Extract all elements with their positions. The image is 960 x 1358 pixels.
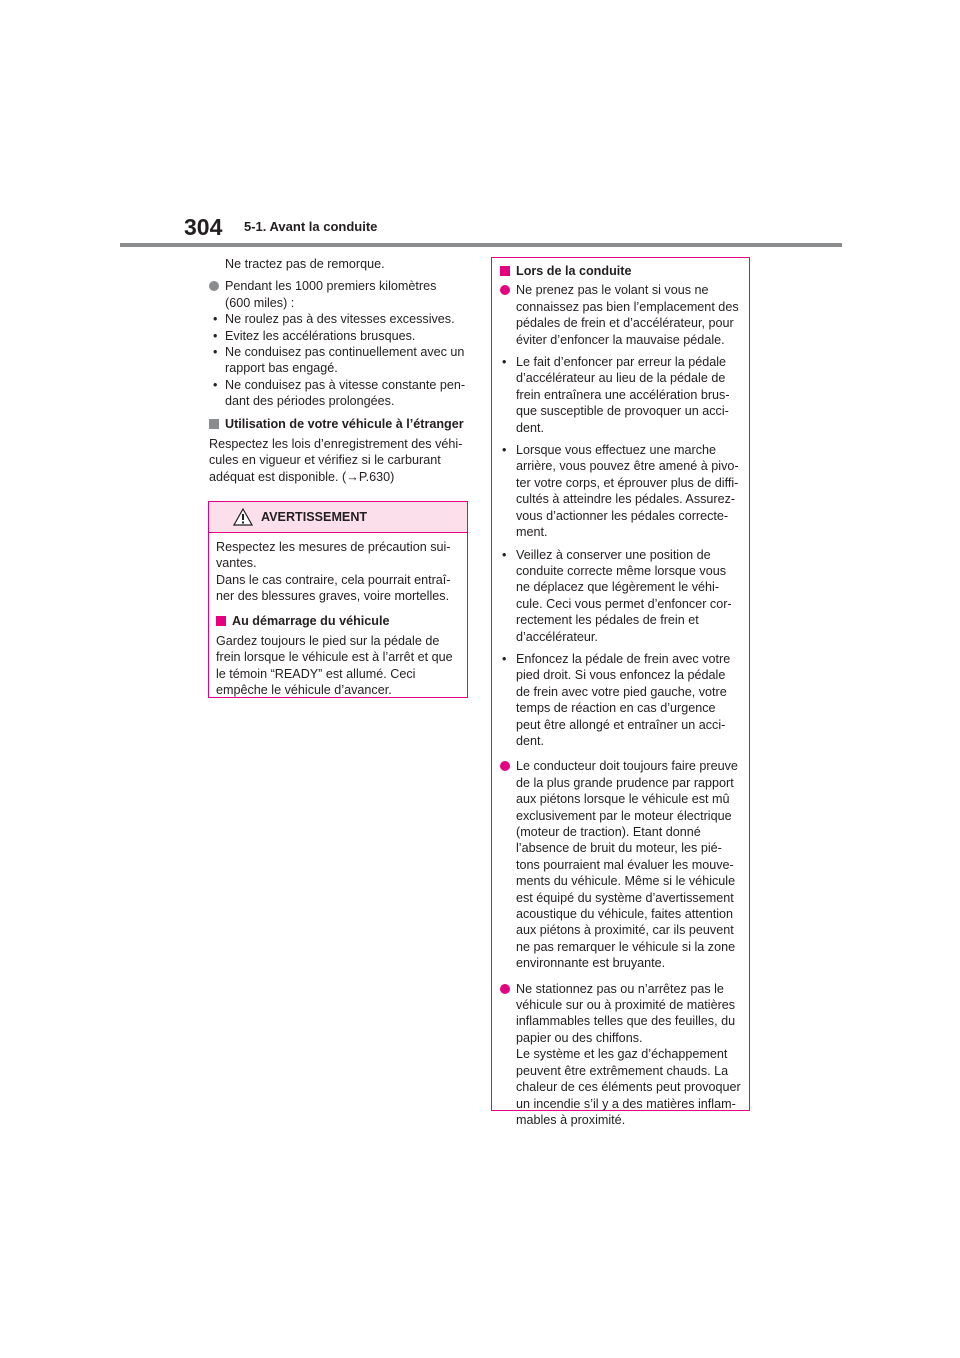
text-line: Evitez les accélérations brusques. xyxy=(225,328,416,343)
text-line: aux piétons lorsque le véhicule est mû xyxy=(516,792,730,807)
list-item xyxy=(500,354,741,436)
text-line: frein lorsque le véhicule est à l’arrêt et que xyxy=(216,650,453,665)
text-line: de frein avec votre pied gauche, votre xyxy=(516,684,727,699)
list-item-text xyxy=(225,377,471,410)
text-line: vous d’actionner les pédales correcte- xyxy=(516,508,729,523)
text-line: adéquat est disponible. (→P.630) xyxy=(209,469,395,484)
text-line: acoustique du véhicule, faites attention xyxy=(516,907,734,922)
square-bullet-icon xyxy=(209,419,219,429)
dot-bullet-icon: • xyxy=(502,443,507,458)
text-line: papier ou des chiffons. xyxy=(516,1030,643,1045)
text-line: d’accélérateur au lieu de la pédale de xyxy=(516,371,726,386)
text-line: chaleur de ces éléments peut provoquer xyxy=(516,1080,741,1095)
text-line: peut être allongé et entraîner un acci- xyxy=(516,717,726,732)
text-line: ment. xyxy=(516,525,548,540)
dot-bullet-icon: • xyxy=(502,547,507,562)
dot-bullet-icon: • xyxy=(502,355,507,370)
list-item-text xyxy=(225,328,471,344)
warning-intro xyxy=(216,539,460,605)
text-line: ments du véhicule. Même si le véhicule xyxy=(516,874,736,889)
text-line: ner des blessures graves, voire mortelles. xyxy=(216,589,450,604)
text-line: dent. xyxy=(516,733,545,748)
text-line: Pendant les 1000 premiers kilomètres xyxy=(225,279,437,294)
driving-heading xyxy=(500,263,741,279)
text-line: dent. xyxy=(516,420,545,435)
page-number: 304 xyxy=(184,214,223,240)
text-line: Respectez les lois d’enregistrement des véhi- xyxy=(209,437,463,452)
warning-body xyxy=(209,533,467,699)
text-line: exclusivement par le moteur électrique xyxy=(516,808,732,823)
warning-header xyxy=(209,502,467,533)
bullet-text xyxy=(516,981,741,1129)
circle-bullet-icon xyxy=(500,285,510,295)
text-line: ne déplacez que légèrement le véhi- xyxy=(516,580,720,595)
dot-bullet-icon: • xyxy=(213,328,218,343)
list-item xyxy=(209,344,471,377)
text-line: peuvent être extrêmement chauds. La xyxy=(516,1063,729,1078)
text-line: ne pas remarquer le véhicule si la zone xyxy=(516,939,736,954)
text-line: Le système et les gaz d’échappement xyxy=(516,1047,728,1062)
text-line: un incendie s’il y a des matières inflam- xyxy=(516,1096,736,1111)
dot-bullet-icon: • xyxy=(213,345,218,360)
text-line: cule. Ceci vous permet d’enfoncer cor- xyxy=(516,596,732,611)
text-line: que susceptible de provoquer un acci- xyxy=(516,404,729,419)
text-line: (moteur de traction). Etant donné xyxy=(516,825,701,839)
text-line: (600 miles) : xyxy=(225,295,295,310)
bullet-pedestrians xyxy=(500,758,741,971)
text-line: l’absence de bruit du moteur, les pié- xyxy=(516,841,722,856)
warning-triangle-icon xyxy=(233,508,253,526)
text-line: inflammables telles que des feuilles, du xyxy=(516,1014,736,1029)
list-item xyxy=(500,547,741,645)
text-line: ter votre corps, et éprouver plus de diffi- xyxy=(516,475,739,490)
circle-bullet-icon xyxy=(209,281,219,291)
list-item xyxy=(209,328,471,344)
text-line: éviter d’enfoncer la mauvaise pédale. xyxy=(516,332,725,347)
square-bullet-icon xyxy=(216,616,226,626)
circle-bullet-icon xyxy=(500,761,510,771)
warning-heading xyxy=(216,613,460,629)
intro-text: Ne tractez pas de remorque. xyxy=(225,257,385,271)
text-line: environnante est bruyante. xyxy=(516,956,666,971)
text-line: Ne conduisez pas à vitesse constante pen- xyxy=(225,377,466,392)
list-item xyxy=(209,377,471,410)
text-line: arrière, vous pouvez être amené à pivo- xyxy=(516,459,739,474)
text-line: tons pourraient mal évaluer les mouve- xyxy=(516,857,734,872)
list-item-text xyxy=(225,344,471,377)
text-line: Ne roulez pas à des vitesses excessives. xyxy=(225,312,455,327)
text-line: est équipé du système d’avertissement xyxy=(516,890,734,905)
circle-bullet-icon xyxy=(500,984,510,994)
heading-text: Utilisation de votre véhicule à l’étranger xyxy=(225,416,464,431)
bullet-pedals xyxy=(500,282,741,348)
text-line: pédales de frein et d’accélérateur, pour xyxy=(516,316,734,331)
bullet-text xyxy=(225,278,471,311)
text-line: Ne conduisez pas continuellement avec un xyxy=(225,345,465,360)
text-line: mables à proximité. xyxy=(516,1112,626,1127)
list-item-text xyxy=(516,442,741,540)
bullet-break-in xyxy=(209,278,471,409)
text-line: Gardez toujours le pied sur la pédale de xyxy=(216,634,440,649)
list-item xyxy=(500,651,741,749)
text-line: Lorsque vous effectuez une marche xyxy=(516,443,716,458)
bullet-text xyxy=(516,758,741,971)
dot-bullet-icon: • xyxy=(213,312,218,327)
warning-text xyxy=(216,633,460,699)
text-line: Veillez à conserver une position de xyxy=(516,547,711,562)
text-line: dant des périodes prolongées. xyxy=(225,394,395,409)
text-line: Le fait d’enfoncer par erreur la pédale xyxy=(516,355,727,370)
text-line: cultés à atteindre les pédales. Assurez- xyxy=(516,492,736,507)
text-line: temps de réaction en cas d’urgence xyxy=(516,701,716,716)
heading-text: Lors de la conduite xyxy=(516,264,632,278)
list-item-text xyxy=(516,651,741,749)
text-line: d’accélérateur. xyxy=(516,629,598,644)
text-line: rapport bas engagé. xyxy=(225,361,338,376)
text-line: conduite correcte même lorsque vous xyxy=(516,563,726,578)
left-column xyxy=(209,256,471,485)
bullet-parking xyxy=(500,981,741,1129)
text-line: Respectez les mesures de précaution sui- xyxy=(216,540,451,554)
text-line: Ne prenez pas le volant si vous ne xyxy=(516,283,709,298)
text-line: cules en vigueur et vérifiez si le carburant xyxy=(209,453,441,468)
text-line: véhicule sur ou à proximité de matières xyxy=(516,998,736,1013)
warning-box xyxy=(208,501,468,698)
dot-bullet-icon: • xyxy=(502,651,507,666)
text-line: connaissez pas bien l’emplacement des xyxy=(516,299,739,314)
list-item-text xyxy=(516,547,741,645)
square-bullet-icon xyxy=(500,266,510,276)
text-line: Le conducteur doit toujours faire preuve xyxy=(516,759,738,774)
abroad-heading xyxy=(209,416,471,432)
text-line: vantes. xyxy=(216,556,257,571)
text-line: Ne stationnez pas ou n’arrêtez pas le xyxy=(516,981,724,996)
text-line: empêche le véhicule d’avancer. xyxy=(216,683,392,698)
dot-bullet-icon: • xyxy=(213,377,218,392)
text-line: frein entraînera une accélération brus- xyxy=(516,387,730,402)
warning-title: AVERTISSEMENT xyxy=(261,510,368,524)
heading-text: Au démarrage du véhicule xyxy=(232,613,390,628)
sub-list xyxy=(209,311,471,409)
section-title: 5-1. Avant la conduite xyxy=(244,219,378,234)
text-line: aux piétons à proximité, car ils peuvent xyxy=(516,923,734,938)
text-line: pied droit. Si vous enfoncez la pédale xyxy=(516,668,726,683)
bullet-text xyxy=(516,282,741,348)
driving-warning-box xyxy=(491,257,750,1127)
list-item xyxy=(209,311,471,327)
text-line: de la plus grande prudence par rapport xyxy=(516,775,734,790)
list-item-text xyxy=(225,311,471,327)
list-item xyxy=(500,442,741,540)
text-line: Enfoncez la pédale de frein avec votre xyxy=(516,651,731,666)
text-line: Dans le cas contraire, cela pourrait entraî- xyxy=(216,572,451,587)
list-item-text xyxy=(516,354,741,436)
text-line: rectement les pédales de frein et xyxy=(516,613,699,628)
text-line: le témoin “READY” est allumé. Ceci xyxy=(216,666,416,681)
abroad-paragraph xyxy=(209,436,471,485)
header-rule xyxy=(120,243,842,247)
